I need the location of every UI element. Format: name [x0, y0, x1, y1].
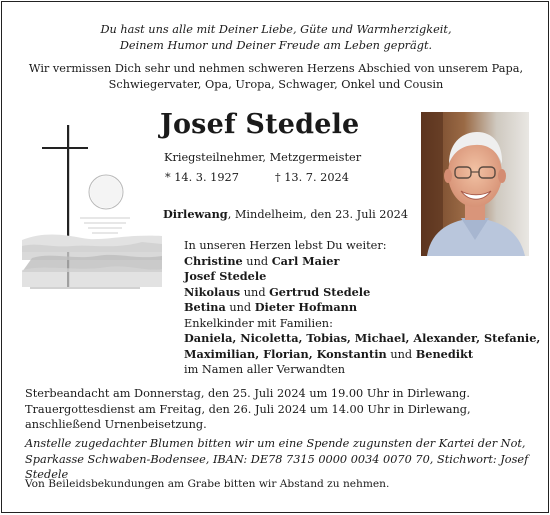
intro-quote [2, 22, 550, 53]
deceased-name: Josef Stedele [160, 109, 360, 140]
intro-quote-line-2: Deinem Humor und Deiner Freude am Leben geprägt. [119, 38, 433, 52]
obituary-notice [1, 1, 549, 513]
mourner-name: Gertrud Stedele [269, 284, 371, 299]
mourner-and: und [240, 285, 270, 299]
cross-moon-landscape-icon [22, 122, 162, 292]
mourner-name: Nikolaus [184, 284, 241, 299]
mourners-closing: im Namen aller Verwandten [184, 363, 346, 376]
mourner-row [184, 269, 540, 285]
grandchildren-intro: Enkelkinder mit Familien: [184, 316, 333, 330]
mourner-and: und [242, 254, 272, 268]
intro-quote-line-1: Du hast uns alle mit Deiner Liebe, Güte und Warmherzigkeit, [100, 23, 452, 36]
grandchildren-line-2 [184, 347, 540, 363]
death-date: † 13. 7. 2024 [275, 171, 349, 184]
place-date [163, 207, 408, 223]
services-line-2: Trauergottesdienst am Freitag, den 26. Juli 2024 um 14.00 Uhr in Dirlewang, [25, 402, 471, 416]
mourner-name: Carl Maier [271, 253, 340, 268]
services-line-1: Sterbeandacht am Donnerstag, den 25. Juli 2024 um 19.00 Uhr in Dirlewang. [25, 387, 470, 400]
mourner-and: und [386, 347, 416, 361]
donation-info [25, 436, 548, 483]
grandchildren-names: Daniela, Nicoletta, Tobias, Michael, Alexander, Stefanie, [184, 331, 541, 345]
occupation: Kriegsteilnehmer, Metzgermeister [164, 151, 362, 164]
grandchildren-line-1 [184, 331, 540, 347]
mourner-name: Josef Stedele [184, 269, 267, 283]
mourner-name: Betina [184, 300, 226, 314]
farewell-line-2: Schwiegervater, Opa, Uropa, Schwager, Onkel und Cousin [108, 77, 444, 91]
services-info [25, 386, 471, 433]
grandchildren-names: Maximilian, Florian, Konstantin [184, 346, 387, 361]
mourner-name: Dieter Hofmann [254, 300, 358, 314]
mourner-row [184, 285, 540, 301]
donation-line-2: Sparkasse Schwaben-Bodensee, IBAN: DE78 7315 0000 0034 0070 70, Stichwort: Josef Stedele [25, 452, 529, 481]
mourner-name: Christine [184, 253, 243, 268]
mourners-intro: In unseren Herzen lebst Du weiter: [184, 239, 387, 252]
place-date-rest: , Mindelheim, den 23. Juli 2024 [227, 208, 409, 221]
grandchildren-last-name: Benedikt [415, 346, 474, 361]
place-bold: Dirlewang [163, 207, 228, 221]
donation-line-1: Anstelle zugedachter Blumen bitten wir um eine Spende zugunsten der Kartei der Not, [25, 437, 526, 450]
mourner-row [184, 300, 540, 316]
portrait-photo [421, 112, 529, 256]
mourners-list [184, 238, 540, 378]
services-line-3: anschließend Urnenbeisetzung. [25, 418, 207, 431]
farewell-line-1: Wir vermissen Dich sehr und nehmen schweren Herzens Abschied von unserem Papa, [28, 62, 524, 75]
farewell-text [2, 61, 550, 92]
birth-date: * 14. 3. 1927 [165, 171, 239, 184]
condolence-note: Von Beileidsbekundungen am Grabe bitten wir Abstand zu nehmen. [25, 478, 390, 490]
mourner-and: und [225, 301, 255, 314]
